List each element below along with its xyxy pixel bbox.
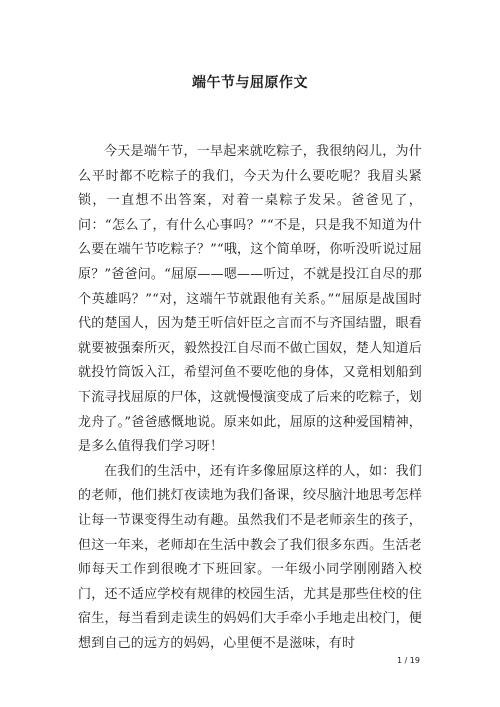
- paragraph: 在我们的生活中，还有许多像屈原这样的人，如：我们的老师，他们挑灯夜读地为我们备课，绞尽脑汁地思考怎样让每一节课变得生动有趣。虽然我们不是老师亲生的孩子，但这一年来，老师却在生活中教会了我们很多东西。生活老师每天工作到很晚才下班回家。一年级小同学刚刚踏入校门，还不适应学校有规律的校园生活，尤其是那些住校的住宿生，每当看到走读生的妈妈们大手牵小手地走出校门，便想到自己的远方的妈妈，心里便不是滋味，有时: [78, 463, 422, 651]
- paragraph: 今天是端午节，一早起来就吃粽子，我很纳闷儿，为什么平时都不吃粽子的我们，今天为什么要吃呢？我眉头紧锁，一直想不出答案，对着一桌粽子发呆。爸爸见了，问：“怎么了，有什么心事吗？”“不是，只是我不知道为什么要在端午节吃粽子？”“哦，这个简单呀，你听没听说过屈原？”爸爸问。“屈原——嗯——听过，不就是投江自尽的那个英雄吗？”“对，这端午节就跟他有关系。”“屈原是战国时代的楚国人，因为楚王听信奸臣之言而不与齐国结盟，眼看就要被强秦所灭，毅然投江自尽而不做亡国奴，楚人知道后就投竹筒饭入江，希望河鱼不要吃他的身体，又竟相划船到下流寻找屈原的尸体，这就慢慢演变成了后来的吃粽子，划龙舟了。”爸爸感慨地说。原来如此，屈原的这种爱国精神，是多么值得我们学习呀！: [78, 144, 422, 455]
- document-body: [78, 140, 422, 656]
- page-number: 1 / 19: [396, 656, 420, 665]
- document-title: 端午节与屈原作文: [192, 75, 308, 91]
